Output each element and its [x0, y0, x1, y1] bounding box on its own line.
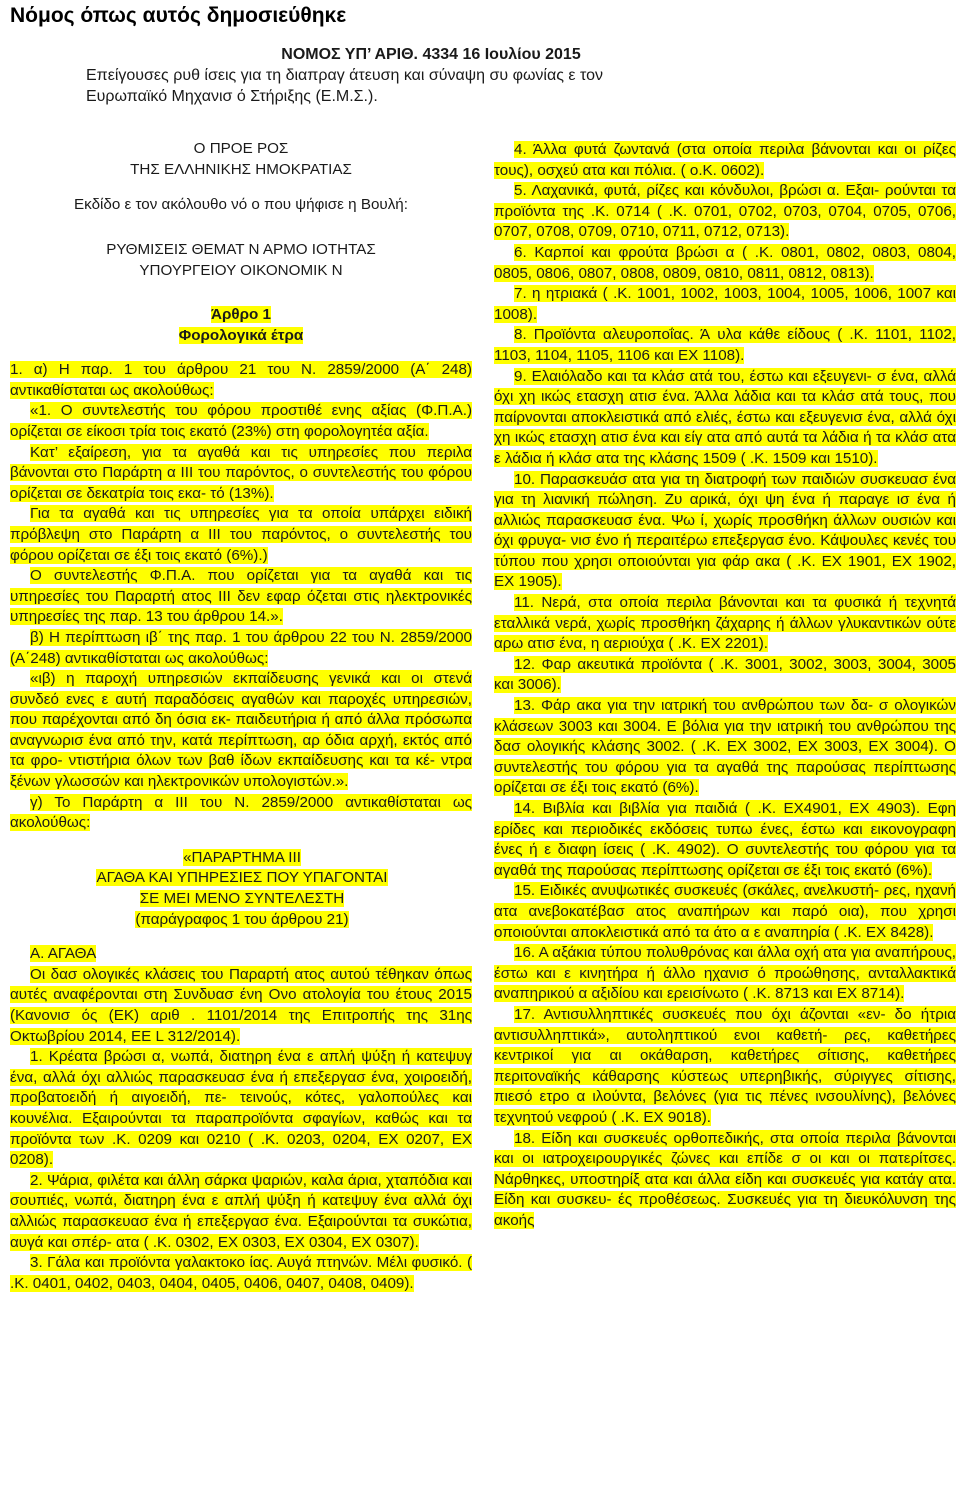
item-2-fish: 2. Ψάρια, φιλέτα και άλλη σάρκα ψαριών, καλα άρια, χταπόδια και σουπιές, νωπά, διατηρη ένα ε απλή ψύξη ή κατεψυγ ένα αλλά όχι αλλιώς παρασκευασ ένα ή επεξεργασ ένα. Εξαιρούνται τα συκώτια, αυγά και σπέρ- ατα ( .Κ. 0302, ΕΧ 0303, ΕΧ 0304, ΕΧ 0307).	[10, 1171, 472, 1251]
paragraph-exception: Κατ’ εξαίρεση, για τα αγαθά και τις υπηρεσίες που περιλα βάνονται στο Παράρτη α ΙΙΙ του παρόντος, ο συντελεστής του φόρου ορίζεται σε δεκατρία τοις εκα- τό (13%).	[10, 443, 472, 502]
paragraph-education: «ιβ) η παροχή υπηρεσιών εκπαίδευσης γενικά και οι στενά συνδεό ενες ε αυτή παραδόσεις αγαθών και παροχές υπηρεσιών, που παρέχονται από δη όσια εκ- παιδευτήρια ή από άλλα πρόσωπα αναγνωρισ ένα από την, κατά περίπτωση, αρ όδια αρχή, εκτός από τα φρο- ντιστήρια όλων των βαθ ίδων εκπαίδευσης και τα κέ- ντρα ξένων γλωσσών και ηλεκτρονικών υπολογιστών.».	[10, 670, 472, 791]
item-14-books: 14. Βιβλία και βιβλία για παιδιά ( .Κ. ΕΧ4901, ΕΧ 4903). Εφη ερίδες και περιοδικές εκδόσεις τυπω ένες, έστω και εικονογραφη ένες ή ε διαφη ίσεις ( .Κ. 4902). Ο συντελεστής του φόρου για τα αγαθά της παρούσας περίπτωσης ορίζεται σε έξι τοις εκατό (6%).	[494, 800, 956, 879]
annex-subtitle-2: ΣΕ ΜΕΙ ΜΕΝΟ ΣΥΝΤΕΛΕΣΤΗ	[139, 890, 345, 908]
item-4-plants: 4. Άλλα φυτά ζωντανά (στα οποία περιλα βάνονται και οι ρίζες τους), οσχεύ ατα και πόλια. ( ο.Κ. 0602).	[494, 141, 956, 179]
left-column	[10, 138, 472, 1294]
item-5-vegetables: 5. Λαχανικά, φυτά, ρίζες και κόνδυλοι, βρώσι α. Εξαι- ρούνται τα προϊόντα της .Κ. 0714 ( .Κ. 0701, 0702, 0703, 0704, 0705, 0706, 0707, 0708, 0709, 0710, 0711, 0712, 0713).	[494, 182, 956, 241]
item-17-devices: 17. Αντισυλληπτικές συσκευές που όχι άζονται «εν- δο ήτρια αντισυλληπτικά», αυτοληπτικού ενοι καθετή- ρες, καθετήρες κεντρικοί για αι οκάθαρση, καθετήρες σίτισης, καθετήρες περιτοναϊκής κάθαρσης κύστεως υπερηβικής, σύριγγες σίτισης, πιεσό ετρο α ιλούντα, βελόνες (για τις πένες ινσουλίνης), βελόνες τεχνητού νεφρού ( .Κ. ΕΧ 9018).	[494, 1005, 956, 1126]
paragraph-1b: β) Η περίπτωση ιβ΄ της παρ. 1 του άρθρου 22 του Ν. 2859/2000 (Α΄248) αντικαθίσταται ως ακολούθως:	[10, 628, 472, 667]
paragraph-1c: γ) Το Παράρτη α ΙΙΙ του Ν. 2859/2000 αντικαθίσταται ως ακολούθως:	[10, 793, 472, 832]
law-description-line-2: Ευρωπαϊκό Μηχανισ ό Στήριξης (Ε.Μ.Σ.).	[86, 88, 378, 105]
item-8-flour: 8. Προϊόντα αλευροποΐας. Ά υλα κάθε είδους ( .Κ. 1101, 1102, 1103, 1104, 1105, 1106 και ΕΧ 1108).	[494, 326, 956, 364]
paragraph-vat-rate: «1. Ο συντελεστής του φόρου προστιθέ ενης αξίας (Φ.Π.Α.) ορίζεται σε είκοσι τρία τοις εκατό (23%) στη φορολογητέα αξία.	[10, 402, 472, 440]
annex-subtitle-1: ΑΓΑΘΑ ΚΑΙ ΥΠΗΡΕΣΙΕΣ ΠΟΥ ΥΠΑΓΟΝΤΑΙ	[96, 869, 388, 887]
item-3-dairy: 3. Γάλα και προϊόντα γαλακτοκο ίας. Αυγά πτηνών. Μέλι φυσικό. ( .Κ. 0401, 0402, 0403, 0404, 0405, 0406, 0407, 0408, 0409).	[10, 1254, 472, 1292]
law-header	[86, 44, 956, 107]
item-16-wheelchairs: 16. Α αξάκια τύπου πολυθρόνας και άλλα οχή ατα για αναπήρους, έστω και ε κινητήρα ή άλλο ηχανισ ό προώθησης, ανταλλακτικά αναπηρικού α αξιδίου και ερεισίνωτο ( .Κ. 8713 και ΕΧ 8714).	[494, 944, 956, 1003]
item-15-lifts: 15. Ειδικές ανυψωτικές συσκευές (σκάλες, ανελκυστή- ρες, ηχανή ατα ανεβοκατέβασ ατος αναπήρων και παρό οια), που χρησι οποιούνται αποκλειστικά από τα άτο α ε αναπηρία ( .Κ. ΕΧ 8428).	[494, 882, 956, 941]
item-1-meat: 1. Κρέατα βρώσι α, νωπά, διατηρη ένα ε απλή ψύξη ή κατεψυγ ένα, αλλά όχι αλλιώς παρασκευασ ένα ή επεξεργασ ένα, χοιροειδή, προβατοειδή ή αιγοειδή, πε- τεινούς, κότες, γαλοπούλες και κουνέλια. Εξαιρούνται τα παραπροϊόντα σφαγίων, καθώς και τα προϊόντα των .Κ. 0209 και 0210 ( .Κ. 0203, 0204, ΕΧ 0207, ΕΧ 0208).	[10, 1048, 472, 1169]
section-heading-2: ΥΠΟΥΡΓΕΙΟΥ ΟΙΚΟΝΟΜΙΚ Ν	[139, 262, 343, 279]
annex-title: «ΠΑΡΑΡΤΗΜΑ ΙΙΙ	[183, 848, 301, 866]
paragraph-electronic: Ο συντελεστής Φ.Π.Α. που ορίζεται για τα αγαθά και τις υπηρεσίες του Παραρτή ατος ΙΙΙ δεν εφαρ όζεται στις ηλεκτρονικές υπηρεσίες της παρ. 13 του άρθρου 14.».	[10, 567, 472, 626]
paragraph-special: Για τα αγαθά και τις υπηρεσίες για τα οποία υπάρχει ειδική πρόβλεψη στο Παράρτη α ΙΙΙ του παρόντος, ο συντελεστής του φόρου ορίζεται σε έξι τοις εκατό (6%).)	[10, 505, 472, 564]
item-6-fruits: 6. Καρποί και φρούτα βρώσι α ( .Κ. 0801, 0802, 0803, 0804, 0805, 0806, 0807, 0808, 0809, 0810, 0811, 0812, 0813).	[494, 243, 956, 282]
law-description-line-1: Επείγουσες ρυθ ίσεις για τη διαπραγ άτευση και σύναψη συ φωνίας ε τον	[86, 67, 603, 84]
page-title: Νόμος όπως αυτός δημοσιεύθηκε	[10, 4, 347, 27]
republic-heading: ΤΗΣ ΕΛΛΗΝΙΚΗΣ ΗΜΟΚΡΑΤΙΑΣ	[130, 161, 352, 178]
item-7-cereals: 7. η ητριακά ( .Κ. 1001, 1002, 1003, 1004, 1005, 1006, 1007 και 1008).	[494, 285, 956, 323]
annex-reference: (παράγραφος 1 του άρθρου 21)	[135, 910, 349, 928]
law-number: ΝΟΜΟΣ ΥΠ’ ΑΡΙΘ. 4334 16 Ιουλίου 2015	[281, 46, 581, 63]
right-column	[494, 140, 956, 1231]
item-10-baby-food: 10. Παρασκευάσ ατα για τη διατροφή των παιδιών συσκευασ ένα για τη λιανική πώληση. Ζυ αρικά, όχι ψη ένα ή παραγε ισ ένα ή αλλιώς παρασκευασ ένα. Ψω ί, χωρίς προσθήκη άλλων ουσιών και όχι φρυγα- νισ ένο ή περαιτέρω επεξεργασ ένο. Κάψουλες κενές του τύπου που χρησι οποιούνται για φάρ ακα ( .Κ. ΕΧ 1901, ΕΧ 1902, ΕΧ 1905).	[494, 470, 956, 591]
president-heading: Ο ΠΡΟΕ ΡΟΣ	[193, 140, 289, 157]
article-title: Φορολογικά έτρα	[178, 326, 304, 344]
item-18-orthopedic: 18. Είδη και συσκευές ορθοπεδικής, στα οποία περιλα βάνονται και οι ιατροχειρουργικές ζώνες και επίδε σ οι και οι πατερίτσες. Νάρθηκες, υποστηρίξ ατα και άλλα είδη και συσκευές για κατάγ ατα. Είδη και συσκευ- ές προθέσεως. Συσκευές για τη διευκόλυνση της ακοής	[494, 1129, 956, 1229]
item-13-medicines: 13. Φάρ ακα για την ιατρική του ανθρώπου των δα- σ ολογικών κλάσεων 3003 και 3004. Ε βόλια για την ιατρική του ανθρώπου της δασ ολογικής κλάσης 3002. ( .Κ. ΕΧ 3002, ΕΧ 3003, ΕΧ 3004). Ο συντελεστής του φόρου για τα αγαθά της παρούσας περίπτωσης ορίζεται σε έξι τοις εκατό (6%).	[494, 697, 956, 797]
paragraph-1a: 1. α) Η παρ. 1 του άρθρου 21 του Ν. 2859/2000 (Α΄ 248) αντικαθίσταται ως ακολούθως:	[10, 361, 472, 399]
article-number: Άρθρο 1	[211, 306, 271, 323]
issue-line: Εκδίδο ε τον ακόλουθο νό ο που ψήφισε η Βουλή:	[74, 196, 408, 213]
paragraph-tariff-classes: Οι δασ ολογικές κλάσεις του Παραρτή ατος αυτού τέθηκαν όπως αυτές αναφέρονται στη Συνδυασ ένη Ονο ατολογία του έτους 2015 (Κανονισ ός (ΕΚ) αριθ . 1101/2014 της Επιτροπής της 31ης Οκτωβρίου 2014, ΕΕ L 312/2014).	[10, 965, 472, 1045]
item-12-pharma: 12. Φαρ ακευτικά προϊόντα ( .Κ. 3001, 3002, 3003, 3004, 3005 και 3006).	[494, 655, 956, 694]
item-9-olive-oil: 9. Ελαιόλαδο και τα κλάσ ατά του, έστω και εξευγενι- σ ένα, αλλά όχι χη ικώς ετασχη ατισ ένα. Άλλα λάδια και τα κλάσ ατά τους, που παίρνονται αποκλειστικά από ελιές, έστω και εξευγενισ ένα, αλλά όχι χη ικώς ετασχη ατισ ένα και είγ ατα από αυτά τα λάδια ή τα κλάσ ατα ε λάδια ή κλάσ ατα της κλάσης 1509 ( .Κ. 1509 και 1510).	[494, 367, 956, 467]
item-11-water: 11. Νερά, στα οποία περιλα βάνονται και τα φυσικά ή τεχνητά εταλλικά νερά, χωρίς προσθήκη ζάχαρης ή άλλων γλυκαντικών ούτε αρω ατισ ένα, η αεριούχα ( .Κ. ΕΧ 2201).	[494, 594, 956, 653]
section-heading-1: ΡΥΘΜΙΣΕΙΣ ΘΕΜΑΤ Ν ΑΡΜΟ ΙΟΤΗΤΑΣ	[106, 241, 376, 258]
goods-heading: Α. ΑΓΑΘΑ	[30, 945, 97, 963]
